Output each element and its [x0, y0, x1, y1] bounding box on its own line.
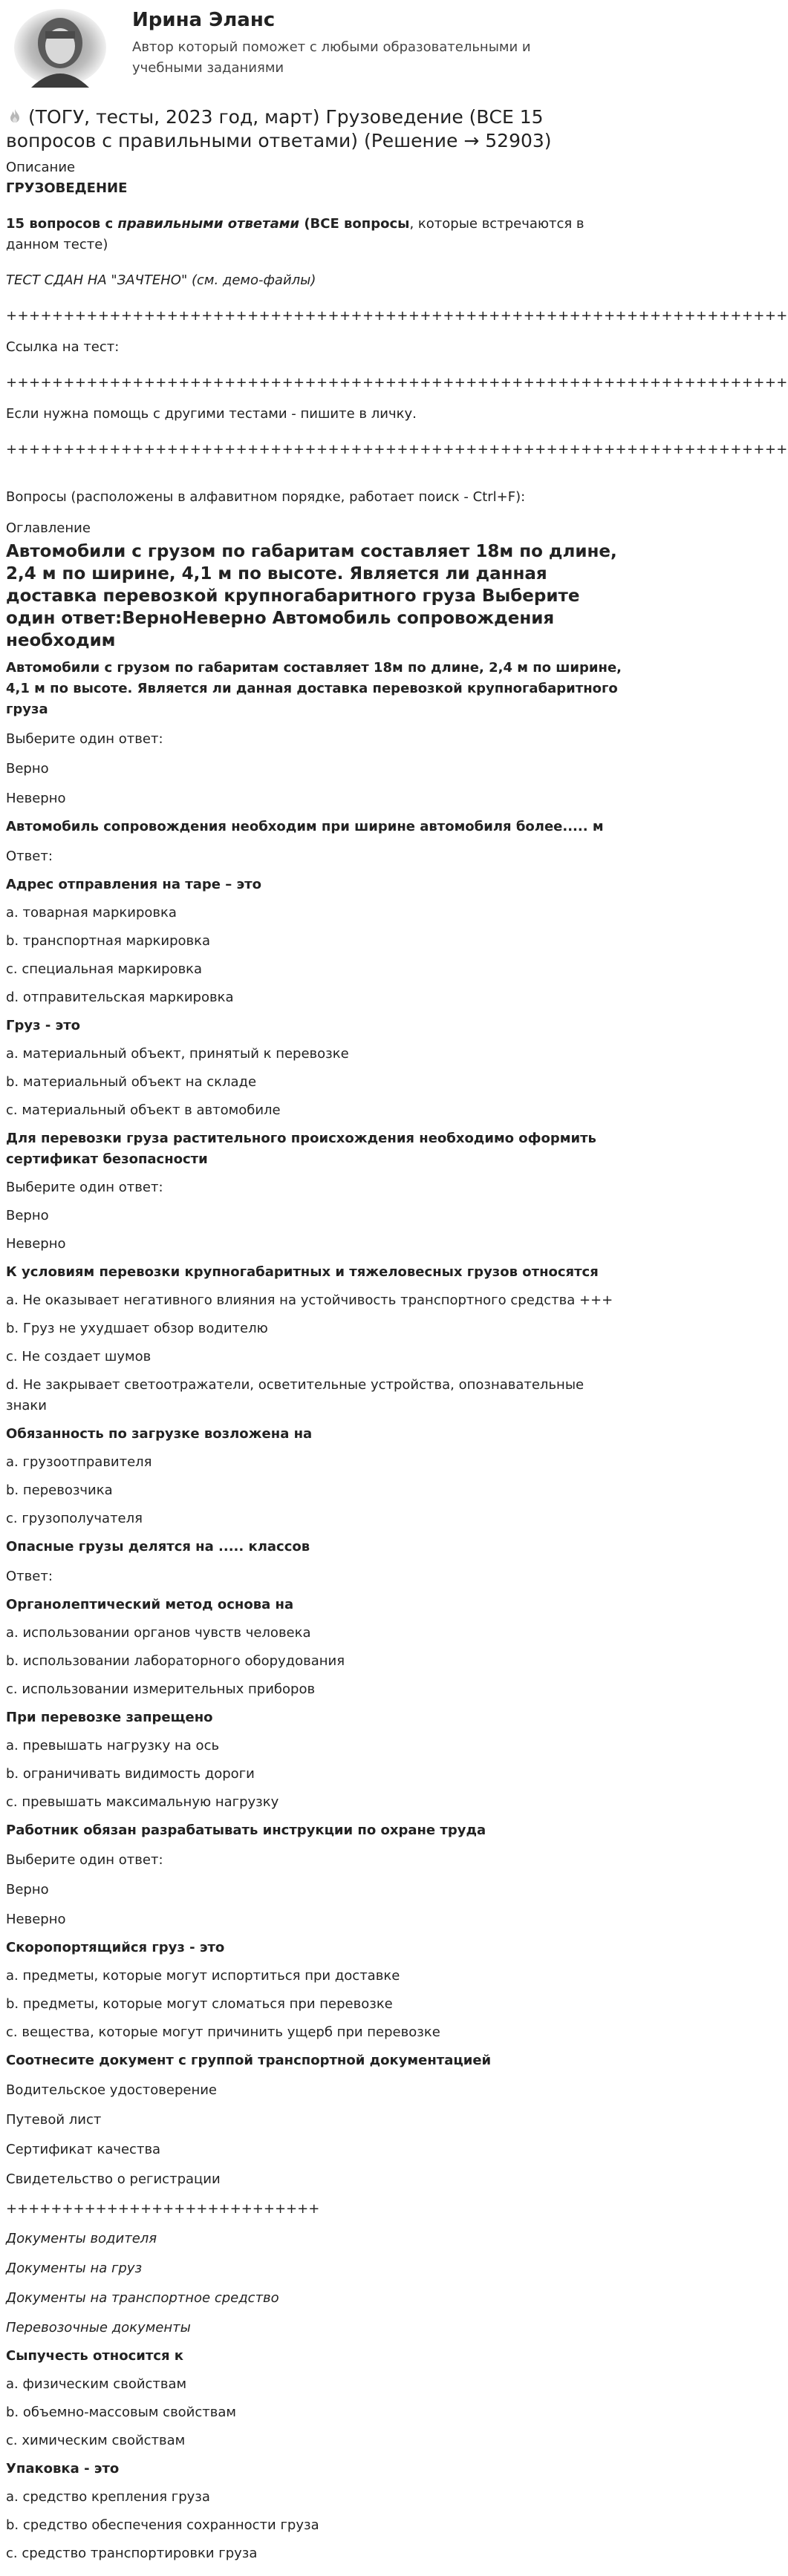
subject-heading: ГРУЗОВЕДЕНИЕ [6, 180, 128, 196]
question-title: Упаковка - это [6, 2461, 120, 2477]
answer-line: Сертификат качества [6, 2142, 161, 2157]
questions-note: Вопросы (расположены в алфавитном порядке, работает поиск - Ctrl+F): [6, 489, 526, 505]
question-title: Соотнесите документ с группой транспортной документацией [6, 2053, 492, 2068]
answer-line: c. грузополучателя [6, 1511, 143, 1526]
question-title: Работник обязан разрабатывать инструкции по охране труда [6, 1823, 486, 1838]
description-label: Описание [6, 160, 76, 175]
summary-text [6, 214, 623, 255]
question-item [6, 1016, 623, 1121]
question-item [6, 2050, 623, 2338]
answer-line: c. материальный объект в автомобиле [6, 1102, 281, 1118]
answer-line: c. специальная маркировка [6, 961, 203, 977]
answer-line: b. объемно-массовым свойствам [6, 2405, 236, 2420]
question-title: Автомобиль сопровождения необходим при ширине автомобиля более..... м [6, 819, 604, 834]
answer-line: Неверно [6, 791, 66, 806]
answer-line: Ответ: [6, 1569, 53, 1584]
answer-line: b. Груз не ухудшает обзор водителю [6, 1321, 268, 1336]
answer-line: c. Не создает шумов [6, 1349, 152, 1364]
summary-part2: правильными ответами [117, 216, 300, 232]
answer-line: c. вещества, которые могут причинить ущерб при перевозке [6, 2024, 440, 2040]
document-title [6, 105, 623, 153]
answer-line: b. ограничивать видимость дороги [6, 1766, 255, 1782]
question-title: К условиям перевозки крупногабаритных и тяжеловесных грузов относятся [6, 1264, 599, 1280]
answer-line: a. Не оказывает негативного влияния на устойчивость транспортного средства +++ [6, 1292, 613, 1308]
answer-line: Верно [6, 761, 49, 777]
question-title: Обязанность по загрузке возложена на [6, 1426, 313, 1442]
question-item [6, 1707, 623, 1813]
question-item [6, 1537, 623, 1587]
answer-line: Перевозочные документы [6, 2320, 191, 2335]
answer-line: a. превышать нагрузку на ось [6, 1738, 220, 1753]
answer-line: Выберите один ответ: [6, 731, 163, 747]
answer-line: Неверно [6, 1236, 66, 1252]
answer-line: a. использовании органов чувств человека [6, 1625, 311, 1641]
passed-note: ТЕСТ СДАН НА "ЗАЧТЕНО" (см. демо-файлы) [6, 272, 316, 288]
plus-separator-3: ++++++++++++++++++++++++++++++++++++++++++++++++++++++++++++++++++++ [6, 442, 788, 457]
question-item [6, 1820, 623, 1930]
question-title: Сыпучесть относится к [6, 2348, 184, 2364]
author-avatar[interactable] [9, 7, 111, 88]
answer-line: c. средство транспортировки груза [6, 2546, 258, 2561]
question-item [6, 1424, 623, 1529]
question-title: Органолептический метод основа на [6, 1597, 294, 1612]
answer-line: b. перевозчика [6, 1482, 113, 1498]
question-title: Скоропортящийся груз - это [6, 1940, 225, 1955]
answer-line: d. отправительская маркировка [6, 990, 234, 1005]
answer-line: Документы водителя [6, 2231, 157, 2246]
fire-icon [6, 108, 24, 125]
answer-line: a. материальный объект, принятый к перевозке [6, 1046, 349, 1062]
plus-separator-1: ++++++++++++++++++++++++++++++++++++++++++++++++++++++++++++++++++++ [6, 308, 788, 324]
toc-link[interactable]: Автомобили с грузом по габаритам составляет 18м по длине, 2,4 м по ширине, 4,1 м по высоте. Является ли данная доставка перевозкой крупногабаритного груза Выберите один ответ:ВерноНеверно Автомобиль сопровождения необходим [6, 542, 617, 650]
answer-line: Документы на транспортное средство [6, 2290, 279, 2306]
answer-line: Выберите один ответ: [6, 1852, 163, 1868]
summary-part1: 15 вопросов с [6, 216, 118, 232]
answer-line: Верно [6, 1208, 49, 1223]
question-item [6, 1938, 623, 2043]
answer-line: b. использовании лабораторного оборудования [6, 1653, 345, 1669]
answer-line: c. использовании измерительных приборов [6, 1681, 316, 1697]
answer-line: c. превышать максимальную нагрузку [6, 1794, 279, 1810]
answer-line: Верно [6, 1882, 49, 1897]
question-item [6, 817, 623, 867]
summary-part4: ВСЕ вопросы [310, 216, 410, 232]
answer-line: a. средство крепления груза [6, 2489, 210, 2505]
toc-label: Оглавление [6, 520, 91, 536]
answer-line: a. физическим свойствам [6, 2376, 187, 2392]
question-title: Для перевозки груза растительного происхождения необходимо оформить сертификат безопасности [6, 1131, 596, 1167]
answer-line: a. товарная маркировка [6, 905, 177, 921]
summary-part3: ( [299, 216, 310, 232]
question-title: Автомобили с грузом по габаритам составляет 18м по длине, 2,4 м по ширине, 4,1 м по высоте. Является ли данная доставка перевозкой крупногабаритного груза [6, 660, 622, 717]
plus-separator-2: ++++++++++++++++++++++++++++++++++++++++++++++++++++++++++++++++++++ [6, 375, 788, 390]
question-item [6, 1595, 623, 1700]
link-label: Ссылка на тест: [6, 339, 120, 355]
question-title: Адрес отправления на таре – это [6, 877, 261, 892]
answer-line: Документы на груз [6, 2260, 143, 2276]
answer-line: Ответ: [6, 849, 53, 864]
question-title: Опасные грузы делятся на ..... классов [6, 1539, 310, 1555]
answer-line: a. предметы, которые могут испортиться при доставке [6, 1968, 400, 1984]
plus-separator: ++++++++++++++++++++++++++++ [6, 2201, 320, 2217]
answer-line: b. предметы, которые могут сломаться при перевозке [6, 1996, 393, 2012]
answer-line: c. химическим свойствам [6, 2433, 186, 2448]
answer-line: Выберите один ответ: [6, 1180, 163, 1195]
question-item [6, 1262, 623, 1416]
answer-line: d. Не закрывает светоотражатели, осветительные устройства, опознавательные знаки [6, 1377, 585, 1413]
answer-line: Водительское удостоверение [6, 2082, 217, 2098]
author-description: Автор который поможет с любыми образовательными и учебными заданиями [132, 39, 531, 76]
author-header [6, 0, 623, 88]
question-item [6, 2459, 623, 2564]
question-item [6, 2346, 623, 2451]
document-title-text: (ТОГУ, тесты, 2023 год, март) Грузоведение (ВСЕ 15 вопросов с правильными ответами) (Решение → 52903) [6, 106, 552, 151]
question-item [6, 1128, 623, 1255]
question-item [6, 658, 623, 809]
question-title: Груз - это [6, 1018, 81, 1033]
summary-part5: , которые встречаются в данном тесте) [6, 216, 585, 252]
answer-line: b. средство обеспечения сохранности груза [6, 2517, 319, 2533]
answer-line: Путевой лист [6, 2112, 102, 2128]
question-title: При перевозке запрещено [6, 1710, 213, 1725]
question-item [6, 875, 623, 1008]
answer-line: Неверно [6, 1912, 66, 1927]
answer-line: b. транспортная маркировка [6, 933, 211, 949]
answer-line: b. материальный объект на складе [6, 1074, 257, 1090]
question-list [6, 658, 623, 2564]
help-note: Если нужна помощь с другими тестами - пишите в личку. [6, 406, 417, 422]
answer-line: a. грузоотправителя [6, 1454, 152, 1470]
author-name[interactable]: Ирина Эланс [132, 9, 276, 31]
answer-line: Свидетельство о регистрации [6, 2171, 221, 2187]
